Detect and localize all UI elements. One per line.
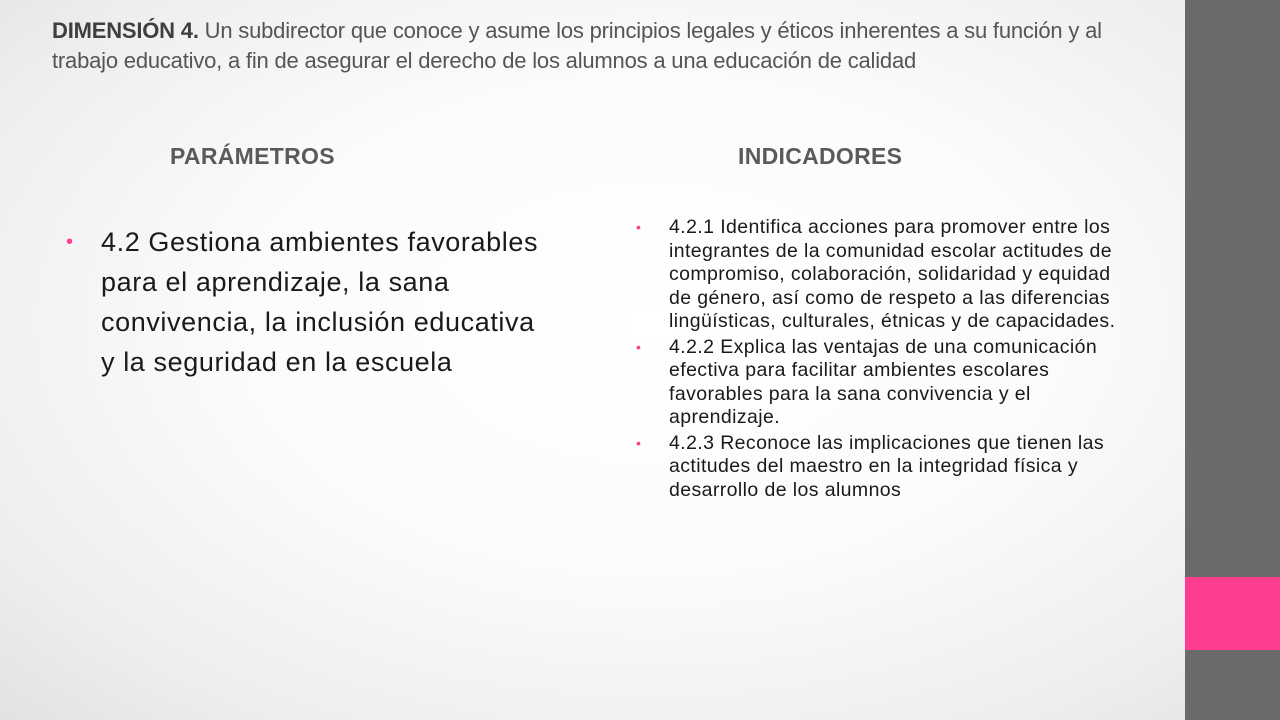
bullet-icon: • xyxy=(636,338,642,355)
indicator-item xyxy=(632,432,1122,503)
indicator-text: 4.2.2 Explica las ventajas de una comunicación efectiva para facilitar ambientes escolares favorables para la sana convivencia y el aprendizaje. xyxy=(669,335,1098,428)
indicators-header: INDICADORES xyxy=(738,143,903,169)
parameters-header: PARÁMETROS xyxy=(170,143,335,169)
parameter-text: 4.2 Gestiona ambientes favorables para el aprendizaje, la sana convivencia, la inclusión educativa y la seguridad en la escuela xyxy=(101,227,539,377)
indicator-item xyxy=(632,216,1122,334)
side-accent-block xyxy=(1185,577,1280,650)
bullet-icon: • xyxy=(636,219,642,235)
indicator-text: 4.2.3 Reconoce las implicaciones que tienen las actitudes del maestro en la integridad física y desarrollo de los alumnos xyxy=(669,431,1105,501)
bullet-icon: • xyxy=(636,434,642,451)
indicator-text: 4.2.1 Identifica acciones para promover entre los integrantes de la comunidad escolar actitudes de compromiso, colaboración, solidaridad y equidad de género, así como de respeto a las diferencias lingüísticas, culturales, étnicas y de capacidades. xyxy=(669,216,1116,332)
title-bold-label: DIMENSIÓN 4. xyxy=(52,18,199,43)
title-text: Un subdirector que conoce y asume los principios legales y éticos inherentes a su función y al trabajo educativo, a fin de asegurar el derecho de los alumnos a una educación de calidad xyxy=(52,18,1102,73)
parameters-list xyxy=(62,222,542,382)
slide-title xyxy=(52,16,1142,76)
parameter-item xyxy=(62,222,542,382)
bullet-icon: • xyxy=(66,231,74,253)
indicators-list xyxy=(632,216,1122,504)
indicator-item xyxy=(632,336,1122,430)
